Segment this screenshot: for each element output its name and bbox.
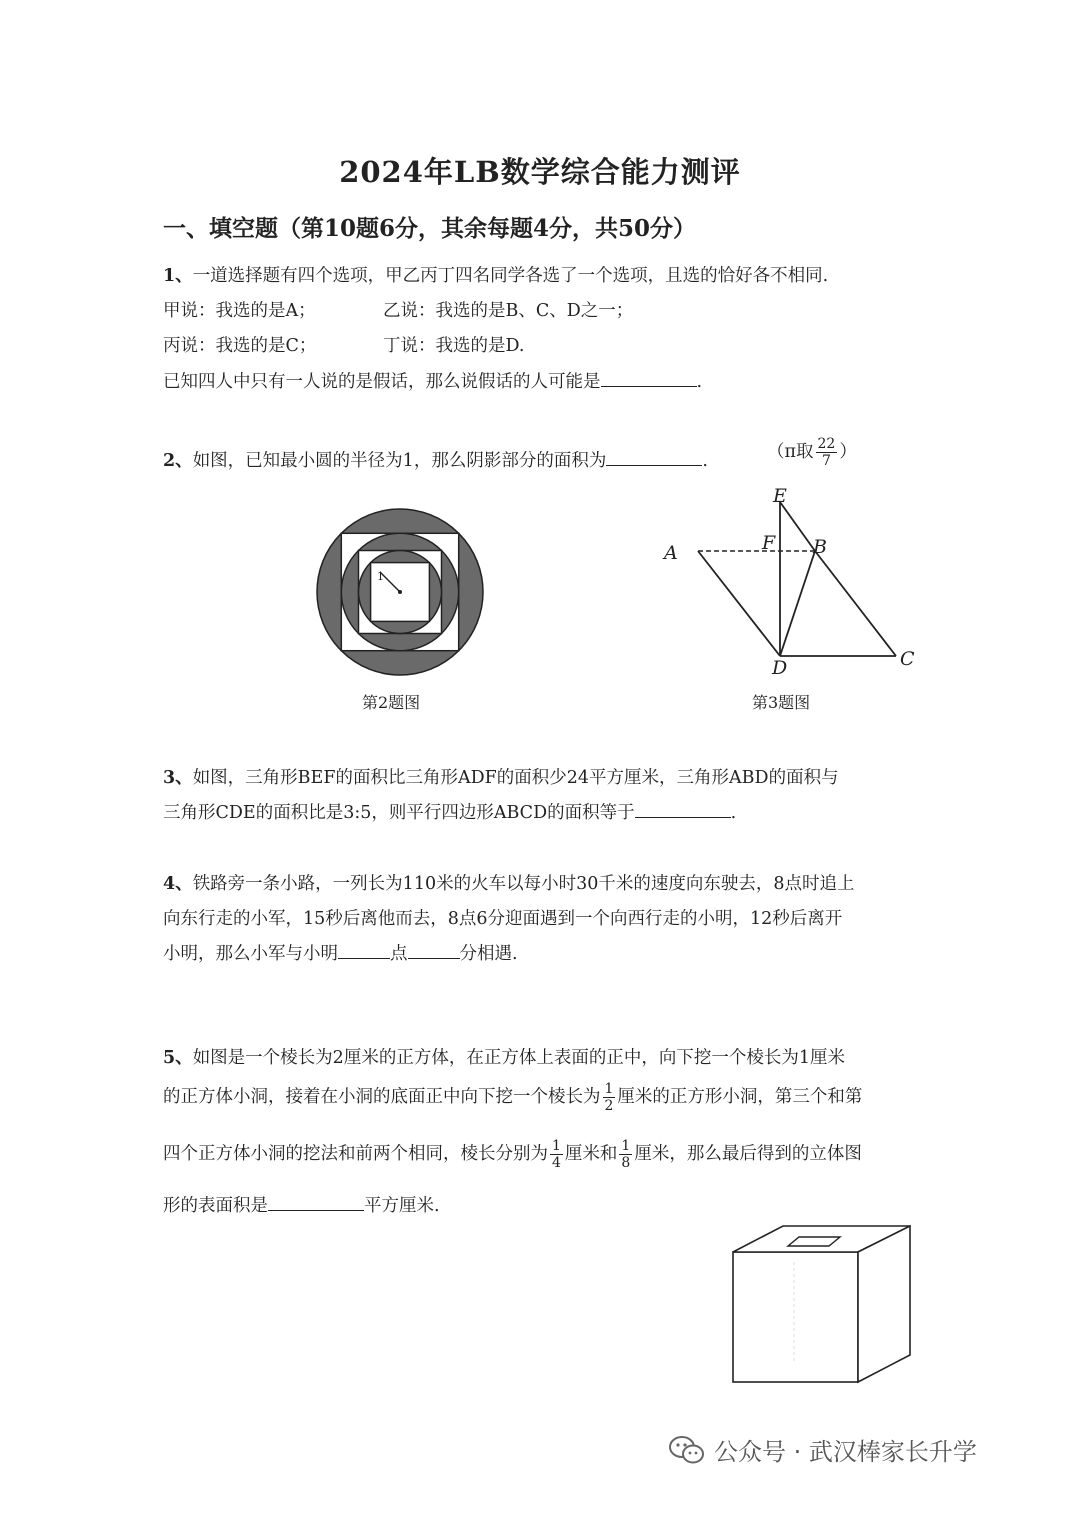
q4-line1 (163, 870, 855, 895)
q5-f2-denominator: 4 (552, 1155, 561, 1171)
q4-text3b: 点 (390, 944, 408, 964)
q5-text4b: 平方厘米. (364, 1196, 440, 1216)
q5-text3b: 厘米和 (564, 1144, 618, 1164)
figure-3-caption: 第3题图 (752, 693, 811, 712)
segment-ad (698, 551, 780, 656)
q5-f1-denominator: 2 (604, 1098, 614, 1114)
figure-2-caption: 第2题图 (362, 693, 421, 712)
q2-pi-numerator: 22 (817, 436, 836, 452)
q1-question: 已知四人中只有一人说的是假话，那么说假话的人可能是 (163, 372, 601, 392)
q2-text: 如图，已知最小圆的半径为1，那么阴影部分的面积为 (192, 451, 607, 471)
segment-db (780, 551, 815, 656)
q2-number: 2、 (163, 451, 193, 471)
q5-line3 (163, 1138, 862, 1171)
q2-line (163, 447, 708, 472)
radius-label: 1 (377, 570, 384, 583)
q2-end: . (702, 451, 708, 471)
q1-yi: 乙说：我选的是B、C、D之一； (383, 301, 634, 321)
q1-end: . (696, 372, 703, 392)
q1-bing: 丙说：我选的是C； (163, 336, 317, 356)
q5-text3a: 四个正方体小洞的挖法和前两个相同，棱长分别为 (163, 1144, 548, 1164)
q2-pi-denominator: 7 (821, 453, 831, 469)
q5-fraction-quarter (550, 1138, 563, 1171)
q5-text3c: 厘米，那么最后得到的立体图 (634, 1144, 862, 1164)
page-title: 2024年LB数学综合能力测评 (339, 155, 741, 189)
q1-answer-blank[interactable] (601, 368, 697, 387)
q4-line2: 向东行走的小军，15秒后离他而去，8点6分迎面遇到一个向西行走的小明，12秒后离开 (163, 909, 843, 929)
q5-text4a: 形的表面积是 (163, 1196, 268, 1216)
q3-line1 (163, 764, 839, 789)
q2-pi-suffix: ） (839, 442, 857, 462)
q5-f2-numerator: 1 (552, 1138, 561, 1154)
q5-text1: 如图是一个棱长为2厘米的正方体，在正方体上表面的正中，向下挖一个棱长为1厘米 (192, 1048, 845, 1068)
cube-front-face (733, 1252, 858, 1382)
q5-text2a: 的正方体小洞，接着在小洞的底面正中向下挖一个棱长为 (163, 1087, 601, 1107)
q3-text2: 三角形CDE的面积比是3:5，则平行四边形ABCD的面积等于 (163, 803, 635, 823)
figure-2-diagram (316, 508, 484, 676)
q3-text1: 如图，三角形BEF的面积比三角形ADF的面积少24平方厘米，三角形ABD的面积与 (192, 768, 839, 788)
q5-f3-numerator: 1 (621, 1138, 631, 1154)
q3-end: . (730, 803, 737, 823)
segment-eb (780, 502, 815, 551)
cube-side-face (858, 1226, 910, 1382)
watermark (668, 1432, 977, 1467)
q1-line4 (163, 368, 702, 393)
q5-f3-denominator: 8 (621, 1155, 631, 1171)
wechat-icon (668, 1434, 706, 1466)
q5-fraction-eighth (619, 1138, 632, 1171)
center-dot (398, 590, 402, 594)
q2-pi-note (767, 436, 857, 469)
label-f: F (762, 532, 776, 554)
q4-text1: 铁路旁一条小路，一列长为110米的火车以每小时30千米的速度向东驶去，8点时追上 (192, 874, 855, 894)
q4-text3c: 分相遇. (459, 944, 518, 964)
q3-number: 3、 (163, 768, 193, 788)
segment-bc (815, 551, 896, 656)
label-d: D (772, 657, 788, 679)
section-heading: 一、填空题（第10题6分，其余每题4分，共50分） (163, 215, 697, 242)
q5-answer-blank[interactable] (268, 1192, 364, 1211)
q1-number: 1、 (163, 266, 193, 286)
q1-ding: 丁说：我选的是D. (383, 336, 525, 356)
q5-text2b: 厘米的正方形小洞，第三个和第 (617, 1087, 863, 1107)
q1-line1 (163, 262, 828, 287)
q2-answer-blank[interactable] (606, 447, 702, 466)
q5-line2 (163, 1081, 862, 1114)
q3-line2 (163, 799, 736, 824)
q1-text: 一道选择题有四个选项，甲乙丙丁四名同学各选了一个选项，且选的恰好各不相同. (192, 266, 829, 286)
q3-answer-blank[interactable] (635, 799, 731, 818)
q2-pi-fraction (816, 436, 838, 469)
q5-line1 (163, 1044, 845, 1069)
cube-diagram (728, 1222, 918, 1386)
label-c: C (900, 648, 915, 670)
label-a: A (664, 542, 678, 564)
figure-3-diagram (650, 488, 930, 683)
q1-jia: 甲说：我选的是A； (163, 301, 316, 321)
watermark-text: 公众号 · 武汉棒家长升学 (714, 1438, 977, 1466)
q5-fraction-half (603, 1081, 616, 1114)
label-b: B (813, 536, 827, 558)
q4-text3a: 小明，那么小军与小明 (163, 944, 338, 964)
label-e: E (773, 488, 787, 507)
q4-minute-blank[interactable] (408, 940, 460, 959)
q4-line3 (163, 940, 518, 965)
q5-f1-numerator: 1 (604, 1081, 614, 1097)
q5-number: 5、 (163, 1048, 193, 1068)
q5-line4 (163, 1192, 440, 1217)
q4-number: 4、 (163, 874, 193, 894)
q2-pi-prefix: （π取 (767, 442, 814, 462)
q4-hour-blank[interactable] (338, 940, 390, 959)
